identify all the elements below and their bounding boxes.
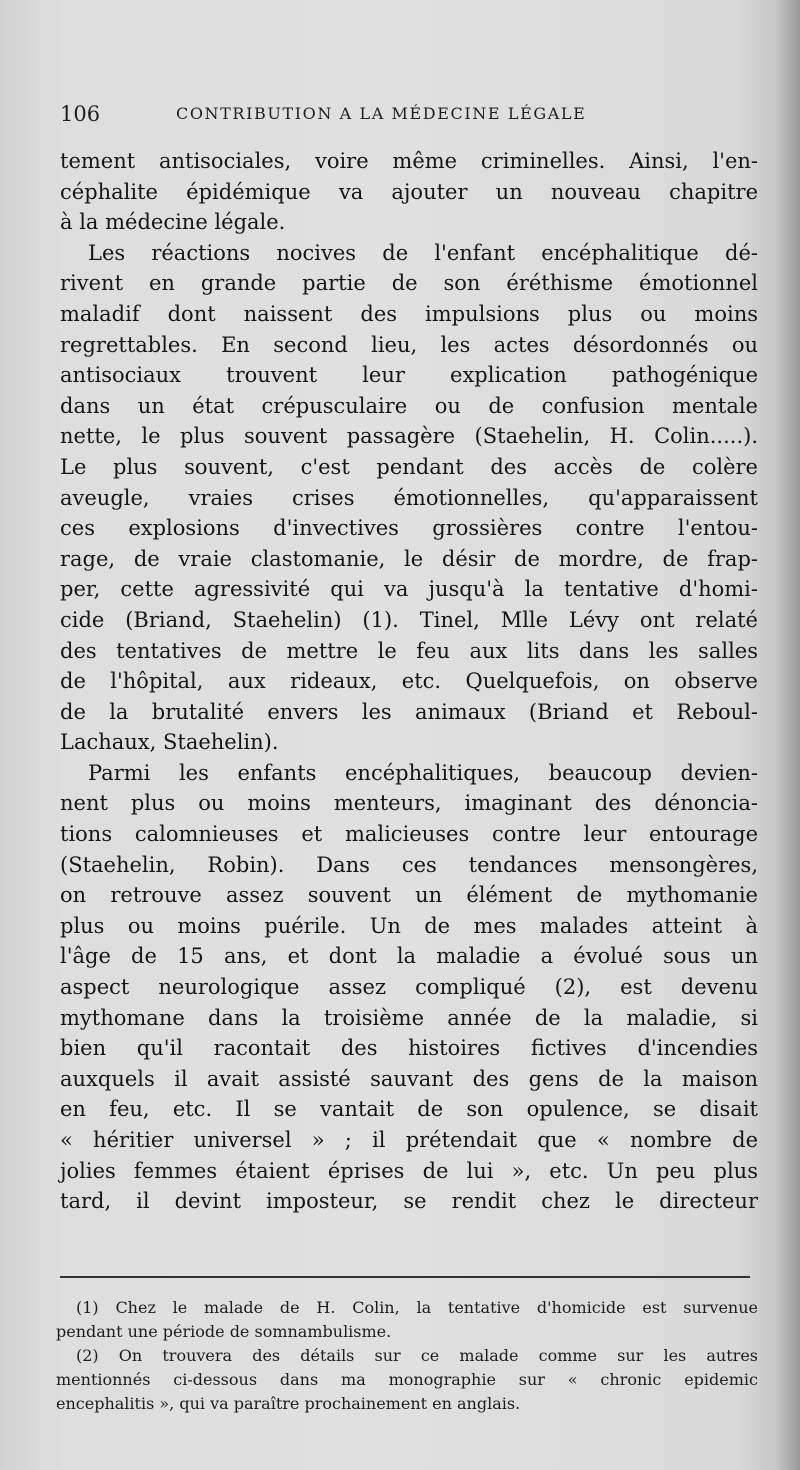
footnote-line: pendant une période de somnambulisme. bbox=[56, 1322, 392, 1341]
text-line: Le plus souvent, c'est pendant des accès de colère bbox=[60, 454, 758, 479]
text-line: (Staehelin, Robin). Dans ces tendances mensongères, bbox=[60, 852, 758, 877]
footnote-line: encephalitis », qui va paraître prochainement en anglais. bbox=[56, 1394, 521, 1413]
footnote-line: mentionnés ci-dessous dans ma monographie sur « chronic epidemic bbox=[56, 1370, 758, 1389]
text-line: en feu, etc. Il se vantait de son opulence, se disait bbox=[60, 1097, 758, 1122]
text-line: on retrouve assez souvent un élément de mythomanie bbox=[60, 883, 758, 908]
text-line: mythomane dans la troisième année de la maladie, si bbox=[60, 1005, 758, 1030]
text-line: Parmi les enfants encéphalitiques, beaucoup devien- bbox=[88, 760, 758, 785]
text-line: nent plus ou moins menteurs, imaginant des dénoncia- bbox=[60, 791, 758, 816]
text-line: antisociaux trouvent leur explication pathogénique bbox=[60, 363, 758, 388]
text-line: de l'hôpital, aux rideaux, etc. Quelquefois, on observe bbox=[60, 669, 758, 694]
text-line: aveugle, vraies crises émotionnelles, qu'apparaissent bbox=[60, 485, 758, 510]
text-line: per, cette agressivité qui va jusqu'à la tentative d'homi- bbox=[60, 577, 758, 602]
body-text bbox=[60, 146, 758, 1217]
text-line: ces explosions d'invectives grossières contre l'entou- bbox=[60, 516, 758, 541]
text-line: céphalite épidémique va ajouter un nouveau chapitre bbox=[60, 179, 758, 204]
text-line: de la brutalité envers les animaux (Briand et Reboul- bbox=[60, 699, 758, 724]
text-line: aspect neurologique assez compliqué (2), est devenu bbox=[60, 975, 758, 1000]
text-line: Les réactions nocives de l'enfant encéphalitique dé- bbox=[88, 240, 758, 265]
text-line: tard, il devint imposteur, se rendit chez le directeur bbox=[60, 1189, 758, 1214]
text-line: l'âge de 15 ans, et dont la maladie a évolué sous un bbox=[60, 944, 758, 969]
text-line: tions calomnieuses et malicieuses contre leur entourage bbox=[60, 822, 758, 847]
text-line: cide (Briand, Staehelin) (1). Tinel, Mlle Lévy ont relaté bbox=[60, 607, 758, 632]
text-line: des tentatives de mettre le feu aux lits dans les salles bbox=[60, 638, 758, 663]
footnote-line: (2) On trouvera des détails sur ce malade comme sur les autres bbox=[76, 1346, 758, 1365]
footnote-divider bbox=[60, 1276, 750, 1278]
running-title: CONTRIBUTION A LA MÉDECINE LÉGALE bbox=[176, 104, 587, 123]
page-edge-shadow bbox=[776, 0, 800, 1470]
text-line: « héritier universel » ; il prétendait que « nombre de bbox=[60, 1128, 758, 1152]
text-line: dans un état crépusculaire ou de confusion mentale bbox=[60, 393, 758, 418]
text-line: regrettables. En second lieu, les actes désordonnés ou bbox=[60, 332, 758, 357]
text-line: maladif dont naissent des impulsions plus ou moins bbox=[60, 301, 758, 326]
text-line: auxquels il avait assisté sauvant des gens de la maison bbox=[60, 1066, 758, 1091]
text-line: nette, le plus souvent passagère (Staehelin, H. Colin.....). bbox=[60, 424, 758, 449]
footnote-line: (1) Chez le malade de H. Colin, la tentative d'homicide est survenue bbox=[76, 1298, 758, 1317]
text-line: rage, de vraie clastomanie, le désir de mordre, de frap- bbox=[60, 546, 758, 571]
page-header bbox=[60, 98, 760, 134]
text-line: jolies femmes étaient éprises de lui », etc. Un peu plus bbox=[60, 1158, 758, 1183]
text-line: tement antisociales, voire même criminelles. Ainsi, l'en- bbox=[60, 149, 758, 173]
text-line: Lachaux, Staehelin). bbox=[60, 730, 279, 755]
page-number: 106 bbox=[60, 102, 101, 126]
text-line: bien qu'il racontait des histoires fictives d'incendies bbox=[60, 1036, 758, 1061]
text-line: plus ou moins puérile. Un de mes malades atteint à bbox=[60, 913, 758, 938]
text-line: rivent en grande partie de son éréthisme émotionnel bbox=[60, 271, 758, 296]
text-line: à la médecine légale. bbox=[60, 210, 286, 235]
footnotes bbox=[56, 1296, 758, 1416]
